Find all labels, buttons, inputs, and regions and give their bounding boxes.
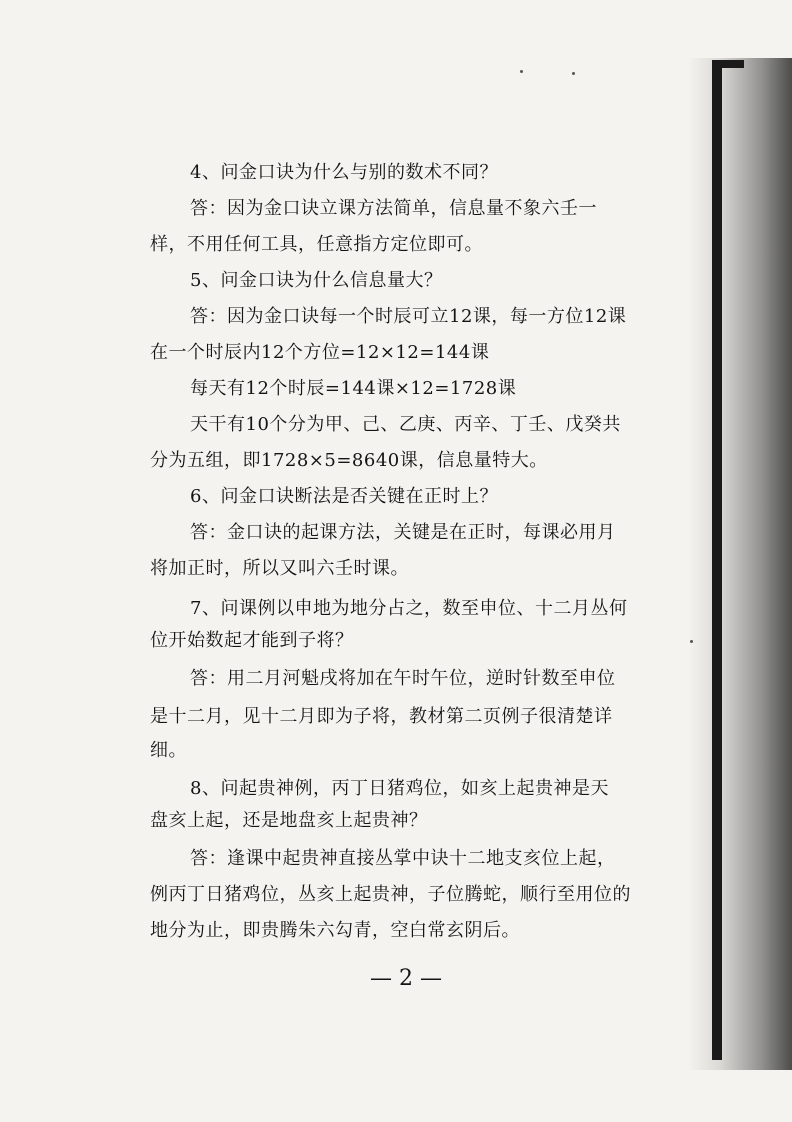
text-line-20: 答：逢课中起贵神直接丛掌中诀十二地支亥位上起， [190,848,616,869]
text-line-19: 盘亥上起，还是地盘亥上起贵神？ [150,810,428,831]
page-edge-shadow [688,58,792,1070]
text-line-10: 6、问金口诀断法是否关键在正时上？ [190,486,498,507]
scan-speck [690,640,693,643]
text-line-15: 答：用二月河魁戌将加在午时午位，逆时针数至申位 [190,668,616,689]
text-line-9: 分为五组，即1728×5=8640课，信息量特大。 [150,450,548,471]
text-line-6: 在一个时辰内12个方位=12×12=144课 [150,342,490,363]
text-line-16: 是十二月，见十二月即为子将，教材第二页例子很清楚详 [150,706,613,727]
scan-speck [520,70,523,73]
text-line-18: 8、问起贵神例，丙丁日猪鸡位，如亥上起贵神是天 [190,778,609,799]
scan-speck [572,72,575,75]
text-line-21: 例丙丁日猪鸡位，丛亥上起贵神，子位腾蛇，顺行至用位的 [150,884,631,905]
text-line-1: 4、问金口诀为什么与别的数术不同？ [190,162,498,183]
text-line-17: 细。 [150,740,187,761]
page-number: — 2 — [370,966,442,991]
binding-edge-cap [712,60,744,68]
text-line-7: 每天有12个时辰=144课×12=1728课 [190,378,517,399]
text-line-13: 7、问课例以申地为地分占之，数至申位、十二月丛何 [190,598,628,619]
text-line-14: 位开始数起才能到子将？ [150,630,354,651]
text-line-11: 答：金口诀的起课方法，关键是在正时，每课必用月 [190,522,616,543]
text-line-2: 答：因为金口诀立课方法简单，信息量不象六壬一 [190,198,597,219]
text-line-22: 地分为止，即贵腾朱六勾青，空白常玄阴后。 [150,920,520,941]
text-line-3: 样，不用任何工具，任意指方定位即可。 [150,234,483,255]
text-line-5: 答：因为金口诀每一个时辰可立12课，每一方位12课 [190,306,627,327]
text-line-8: 天干有10个分为甲、己、乙庚、丙辛、丁壬、戊癸共 [190,414,621,435]
text-line-4: 5、问金口诀为什么信息量大？ [190,270,443,291]
text-line-12: 将加正时，所以又叫六壬时课。 [150,558,409,579]
binding-edge-bar [712,60,722,1060]
